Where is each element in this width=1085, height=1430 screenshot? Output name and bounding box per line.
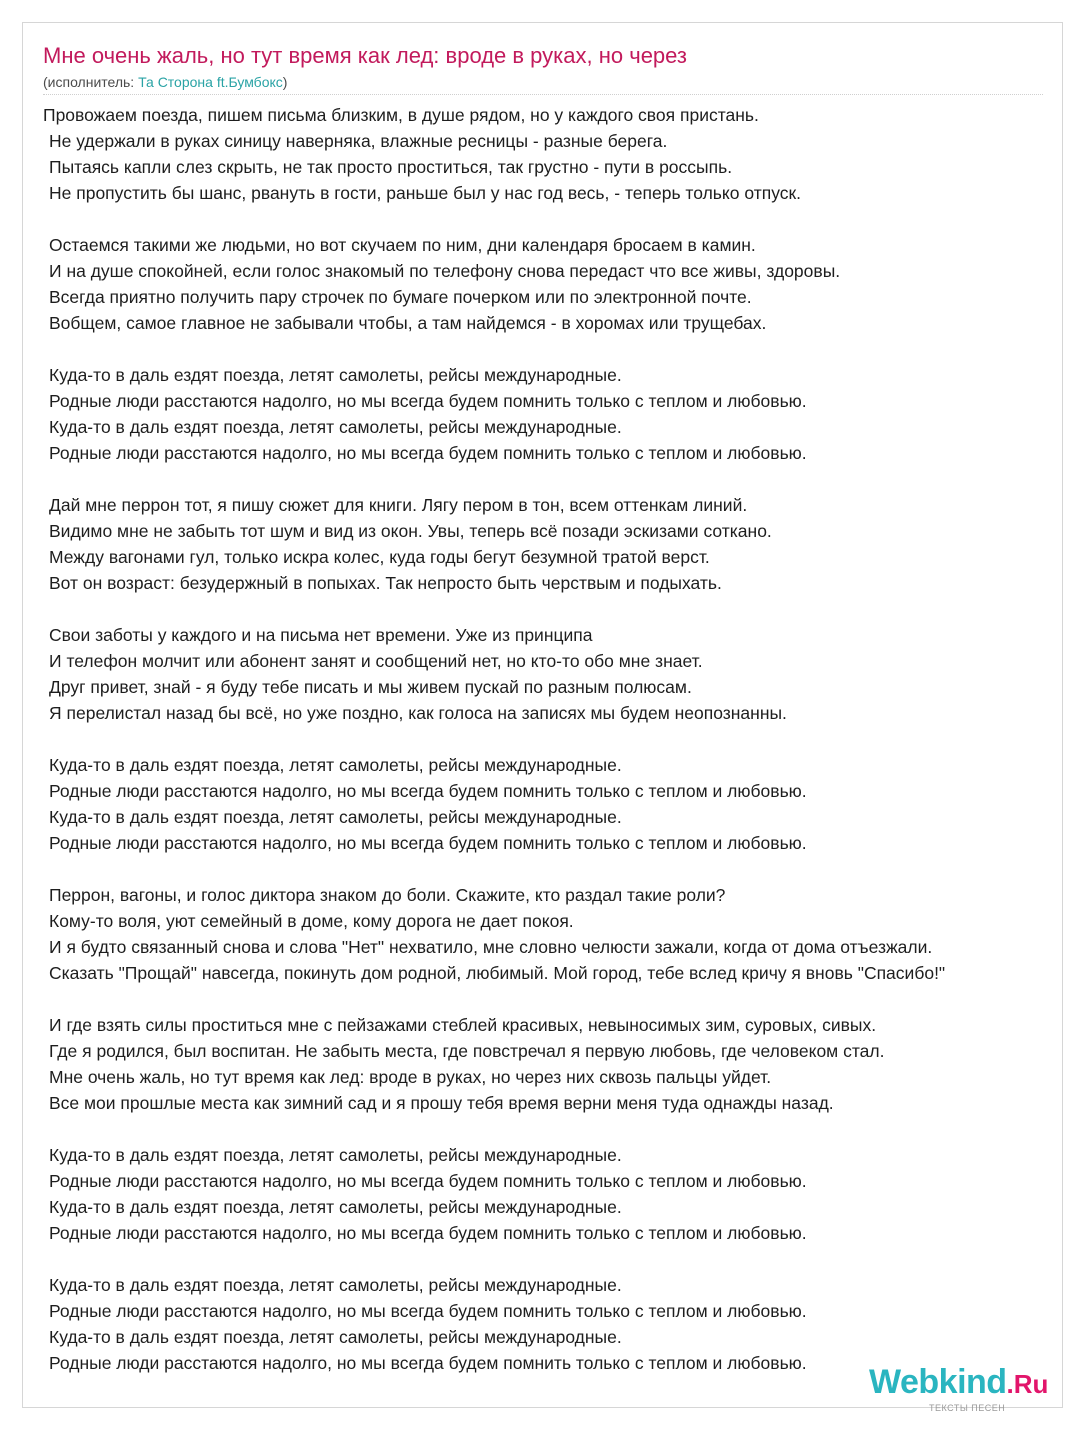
lyric-line: Кому-то воля, уют семейный в доме, кому дорога не дает покоя. [49, 911, 574, 931]
logo-tagline: ТЕКСТЫ ПЕСЕН [929, 1403, 1006, 1413]
lyric-line: Перрон, вагоны, и голос диктора знаком до боли. Скажите, кто раздал такие роли? [49, 885, 726, 905]
lyric-line: Остаемся такими же людьми, но вот скучаем по ним, дни календаря бросаем в камин. [49, 235, 756, 255]
stanza [23, 232, 1062, 336]
lyric-line: Мне очень жаль, но тут время как лед: вроде в руках, но через них сквозь пальцы уйдет. [49, 1067, 772, 1087]
lyric-line: Куда-то в даль ездят поезда, летят самолеты, рейсы международные. [49, 807, 622, 827]
lyric-line: Не пропустить бы шанс, рвануть в гости, раньше был у нас год весь, - теперь только отпуск. [49, 183, 802, 203]
artist-link[interactable]: Та Сторона ft.Бумбокс [138, 74, 283, 90]
lyric-line: Пытаясь капли слез скрыть, не так просто проститься, так грустно - пути в россыпь. [49, 157, 733, 177]
stanza [23, 1012, 1062, 1116]
lyric-line: Вот он возраст: безудержный в попыхах. Так непросто быть черствым и подыхать. [49, 573, 722, 593]
lyric-line: И где взять силы проститься мне с пейзажами стеблей красивых, невыносимых зим, суровых, сивых. [49, 1015, 877, 1035]
lyrics-body [23, 102, 1062, 1402]
lyric-line: Я перелистал назад бы всё, но уже поздно, как голоса на записях мы будем неопознанны. [49, 703, 787, 723]
logo-brand: Webkind [869, 1363, 1007, 1401]
lyric-line: Родные люди расстаются надолго, но мы всегда будем помнить только с теплом и любовью. [49, 1223, 807, 1243]
lyrics-page [22, 22, 1063, 1413]
lyric-line: Куда-то в даль ездят поезда, летят самолеты, рейсы международные. [49, 1275, 622, 1295]
lyric-line: И телефон молчит или абонент занят и сообщений нет, но кто-то обо мне знает. [49, 651, 703, 671]
lyric-line: Свои заботы у каждого и на письма нет времени. Уже из принципа [49, 625, 593, 645]
lyric-line: Вобщем, самое главное не забывали чтобы, а там найдемся - в хоромах или трущебах. [49, 313, 767, 333]
stanza [23, 362, 1062, 466]
lyric-line: Где я родился, был воспитан. Не забыть места, где повстречал я первую любовь, где человеком стал. [49, 1041, 885, 1061]
stanza [23, 102, 1062, 206]
lyric-line: Куда-то в даль ездят поезда, летят самолеты, рейсы международные. [49, 755, 622, 775]
lyric-line: Родные люди расстаются надолго, но мы всегда будем помнить только с теплом и любовью. [49, 1301, 807, 1321]
stanza [23, 882, 1062, 986]
lyric-line: Всегда приятно получить пару строчек по бумаге почерком или по электронной почте. [49, 287, 752, 307]
lyric-line: Провожаем поезда, пишем письма близким, в душе рядом, но у каждого своя пристань. [43, 105, 759, 125]
lyric-line: Между вагонами гул, только искра колес, куда годы бегут безумной тратой верст. [49, 547, 710, 567]
artist-prefix: (исполнитель: [43, 74, 139, 90]
lyric-line: Родные люди расстаются надолго, но мы всегда будем помнить только с теплом и любовью. [49, 443, 807, 463]
lyric-line: Родные люди расстаются надолго, но мы всегда будем помнить только с теплом и любовью. [49, 833, 807, 853]
artist-suffix: ) [282, 74, 288, 90]
stanza [23, 1272, 1062, 1376]
lyric-line: Друг привет, знай - я буду тебе писать и мы живем пускай по разным полюсам. [49, 677, 692, 697]
stanza [23, 622, 1062, 726]
song-title: Мне очень жаль, но тут время как лед: вроде в руках, но через [43, 43, 688, 68]
stanza [23, 492, 1062, 596]
lyric-line: Не удержали в руках синицу наверняка, влажные ресницы - разные берега. [49, 131, 668, 151]
lyric-line: Родные люди расстаются надолго, но мы всегда будем помнить только с теплом и любовью. [49, 391, 807, 411]
lyric-line: И я будто связанный снова и слова "Нет" нехватило, мне словно челюсти зажали, когда от дома отъезжали. [49, 937, 933, 957]
lyric-line: Куда-то в даль ездят поезда, летят самолеты, рейсы международные. [49, 417, 622, 437]
lyric-line: Сказать "Прощай" навсегда, покинуть дом родной, любимый. Мой город, тебе вслед кричу я вновь "Спасибо!" [49, 963, 946, 983]
artist-line [43, 74, 287, 90]
lyric-line: Видимо мне не забыть тот шум и вид из окон. Увы, теперь всё позади эскизами соткано. [49, 521, 772, 541]
lyric-line: Родные люди расстаются надолго, но мы всегда будем помнить только с теплом и любовью. [49, 781, 807, 801]
lyric-line: И на душе спокойней, если голос знакомый по телефону снова передаст что все живы, здоровы. [49, 261, 841, 281]
lyric-line: Родные люди расстаются надолго, но мы всегда будем помнить только с теплом и любовью. [49, 1353, 807, 1373]
lyric-line: Куда-то в даль ездят поезда, летят самолеты, рейсы международные. [49, 1327, 622, 1347]
webkind-logo [869, 1363, 1049, 1413]
stanza [23, 752, 1062, 856]
stanza [23, 1142, 1062, 1246]
lyric-line: Все мои прошлые места как зимний сад и я прошу тебя время верни меня туда однажды назад. [49, 1093, 834, 1113]
lyric-line: Куда-то в даль ездят поезда, летят самолеты, рейсы международные. [49, 1145, 622, 1165]
lyric-line: Родные люди расстаются надолго, но мы всегда будем помнить только с теплом и любовью. [49, 1171, 807, 1191]
lyric-line: Куда-то в даль ездят поезда, летят самолеты, рейсы международные. [49, 365, 622, 385]
title-divider [43, 94, 1043, 95]
lyric-line: Куда-то в даль ездят поезда, летят самолеты, рейсы международные. [49, 1197, 622, 1217]
logo-tld: .Ru [1006, 1369, 1049, 1399]
lyric-line: Дай мне перрон тот, я пишу сюжет для книги. Лягу пером в тон, всем оттенкам линий. [49, 495, 748, 515]
